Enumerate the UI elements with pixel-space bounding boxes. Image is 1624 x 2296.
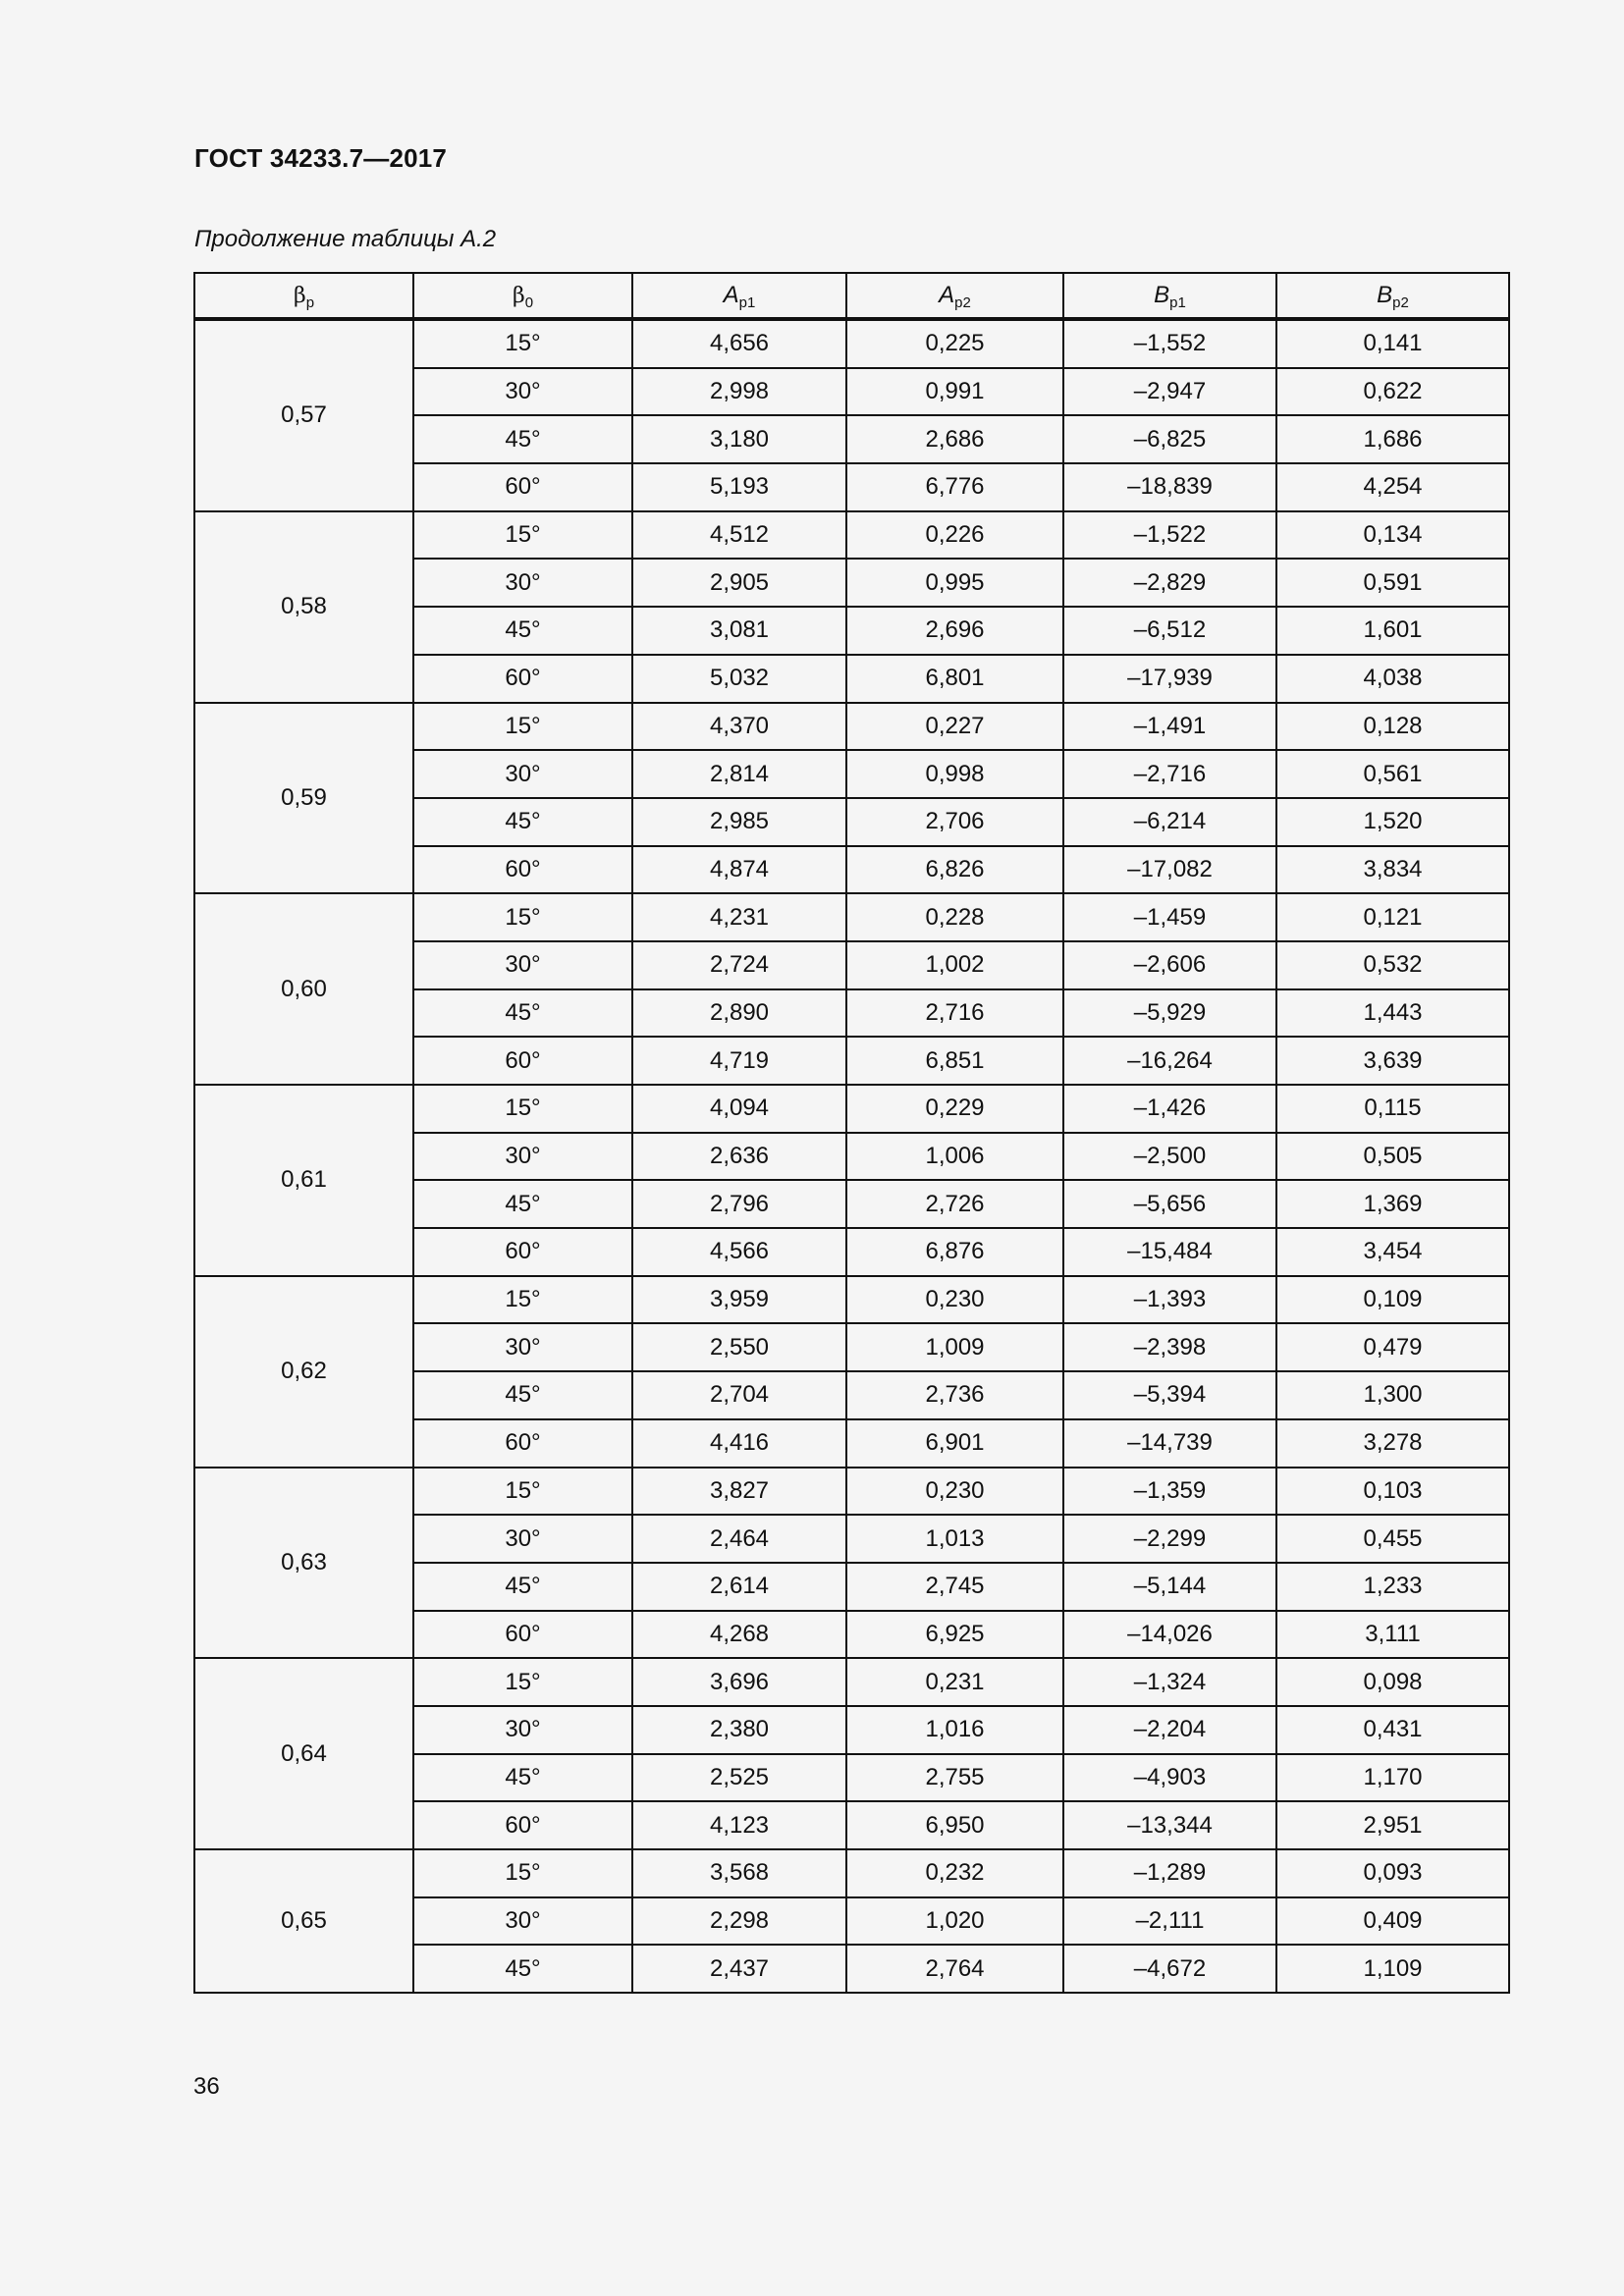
cell-bp2: 4,038 (1276, 655, 1509, 703)
table-row (194, 1849, 1509, 1897)
cell-ap2: 1,020 (846, 1897, 1063, 1946)
cell-ap2: 2,736 (846, 1371, 1063, 1419)
column-symbol: B (1154, 282, 1170, 308)
cell-ap1: 2,525 (632, 1754, 846, 1802)
cell-bp1: –2,606 (1063, 941, 1276, 989)
cell-ap2: 1,002 (846, 941, 1063, 989)
cell-b0: 15° (413, 511, 632, 560)
cell-b0: 45° (413, 1180, 632, 1228)
column-header-beta-0 (413, 273, 632, 319)
cell-ap2: 0,229 (846, 1085, 1063, 1133)
cell-bp1: –4,672 (1063, 1945, 1276, 1993)
cell-b0: 60° (413, 655, 632, 703)
column-symbol: B (1377, 282, 1393, 308)
cell-bp2: 1,170 (1276, 1754, 1509, 1802)
cell-ap2: 0,991 (846, 368, 1063, 416)
cell-b0: 60° (413, 1228, 632, 1276)
cell-bp1: –14,026 (1063, 1611, 1276, 1659)
cell-ap1: 4,874 (632, 846, 846, 894)
cell-bp1: –16,264 (1063, 1037, 1276, 1085)
cell-bp2: 0,409 (1276, 1897, 1509, 1946)
cell-bp2: 2,951 (1276, 1801, 1509, 1849)
table-row (194, 1085, 1509, 1133)
cell-ap2: 2,764 (846, 1945, 1063, 1993)
beta-p-group-cell: 0,64 (194, 1658, 413, 1849)
cell-b0: 45° (413, 1754, 632, 1802)
cell-bp1: –1,289 (1063, 1849, 1276, 1897)
cell-bp1: –2,204 (1063, 1706, 1276, 1754)
cell-bp2: 1,520 (1276, 798, 1509, 846)
cell-b0: 60° (413, 1419, 632, 1468)
beta-p-group-cell: 0,57 (194, 319, 413, 511)
cell-bp1: –14,739 (1063, 1419, 1276, 1468)
cell-bp2: 1,109 (1276, 1945, 1509, 1993)
cell-b0: 45° (413, 1371, 632, 1419)
beta-p-group-cell: 0,63 (194, 1468, 413, 1659)
column-header-b-p1 (1063, 273, 1276, 319)
cell-bp2: 0,622 (1276, 368, 1509, 416)
cell-b0: 30° (413, 559, 632, 607)
beta-p-group-cell: 0,61 (194, 1085, 413, 1276)
cell-bp1: –5,656 (1063, 1180, 1276, 1228)
cell-bp2: 1,233 (1276, 1563, 1509, 1611)
cell-bp1: –6,214 (1063, 798, 1276, 846)
cell-bp1: –2,500 (1063, 1133, 1276, 1181)
cell-ap1: 3,081 (632, 607, 846, 655)
cell-ap1: 2,814 (632, 750, 846, 798)
cell-b0: 30° (413, 1706, 632, 1754)
column-header-b-p2 (1276, 273, 1509, 319)
cell-ap1: 2,550 (632, 1323, 846, 1371)
cell-bp1: –18,839 (1063, 463, 1276, 511)
cell-ap2: 6,801 (846, 655, 1063, 703)
cell-b0: 45° (413, 1945, 632, 1993)
cell-bp1: –1,426 (1063, 1085, 1276, 1133)
column-subscript: p1 (1169, 294, 1186, 311)
cell-bp2: 0,121 (1276, 893, 1509, 941)
cell-ap1: 4,268 (632, 1611, 846, 1659)
cell-bp1: –2,829 (1063, 559, 1276, 607)
cell-bp2: 0,505 (1276, 1133, 1509, 1181)
cell-b0: 15° (413, 893, 632, 941)
cell-ap1: 2,464 (632, 1515, 846, 1563)
cell-ap1: 2,998 (632, 368, 846, 416)
cell-ap1: 2,380 (632, 1706, 846, 1754)
cell-b0: 60° (413, 846, 632, 894)
cell-b0: 45° (413, 989, 632, 1038)
column-symbol: A (939, 282, 955, 308)
cell-ap1: 2,724 (632, 941, 846, 989)
cell-bp1: –1,522 (1063, 511, 1276, 560)
cell-ap1: 2,796 (632, 1180, 846, 1228)
cell-bp2: 3,111 (1276, 1611, 1509, 1659)
column-subscript: p2 (1392, 294, 1409, 311)
cell-b0: 30° (413, 368, 632, 416)
column-subscript: p1 (738, 294, 756, 311)
cell-bp1: –6,512 (1063, 607, 1276, 655)
cell-bp2: 1,300 (1276, 1371, 1509, 1419)
cell-bp2: 4,254 (1276, 463, 1509, 511)
cell-ap2: 2,686 (846, 415, 1063, 463)
cell-bp1: –1,491 (1063, 703, 1276, 751)
column-header-a-p2 (846, 273, 1063, 319)
cell-b0: 30° (413, 1897, 632, 1946)
cell-ap2: 0,230 (846, 1276, 1063, 1324)
cell-bp1: –2,398 (1063, 1323, 1276, 1371)
cell-bp2: 0,093 (1276, 1849, 1509, 1897)
cell-bp1: –1,552 (1063, 319, 1276, 368)
cell-bp1: –17,082 (1063, 846, 1276, 894)
cell-bp2: 0,109 (1276, 1276, 1509, 1324)
cell-ap1: 4,416 (632, 1419, 846, 1468)
cell-bp1: –2,716 (1063, 750, 1276, 798)
cell-bp2: 0,561 (1276, 750, 1509, 798)
cell-bp1: –5,144 (1063, 1563, 1276, 1611)
cell-ap2: 0,227 (846, 703, 1063, 751)
cell-ap2: 6,901 (846, 1419, 1063, 1468)
cell-bp2: 0,128 (1276, 703, 1509, 751)
cell-bp1: –2,947 (1063, 368, 1276, 416)
cell-bp1: –2,299 (1063, 1515, 1276, 1563)
cell-ap1: 4,231 (632, 893, 846, 941)
cell-bp1: –1,324 (1063, 1658, 1276, 1706)
cell-bp1: –13,344 (1063, 1801, 1276, 1849)
table-row (194, 1658, 1509, 1706)
cell-ap2: 0,225 (846, 319, 1063, 368)
cell-b0: 15° (413, 1468, 632, 1516)
cell-b0: 45° (413, 1563, 632, 1611)
beta-p-group-cell: 0,65 (194, 1849, 413, 1993)
cell-b0: 45° (413, 607, 632, 655)
cell-bp2: 1,369 (1276, 1180, 1509, 1228)
column-symbol: β (512, 284, 525, 308)
table-body (194, 319, 1509, 1993)
cell-ap2: 6,925 (846, 1611, 1063, 1659)
cell-ap1: 4,094 (632, 1085, 846, 1133)
cell-b0: 60° (413, 1037, 632, 1085)
cell-ap2: 6,826 (846, 846, 1063, 894)
cell-bp2: 3,278 (1276, 1419, 1509, 1468)
cell-ap2: 2,726 (846, 1180, 1063, 1228)
cell-bp1: –4,903 (1063, 1754, 1276, 1802)
coefficients-table (193, 272, 1510, 1994)
beta-p-group-cell: 0,62 (194, 1276, 413, 1468)
cell-bp2: 1,686 (1276, 415, 1509, 463)
cell-ap1: 4,566 (632, 1228, 846, 1276)
cell-ap1: 3,827 (632, 1468, 846, 1516)
cell-bp2: 0,115 (1276, 1085, 1509, 1133)
cell-bp2: 3,454 (1276, 1228, 1509, 1276)
cell-ap2: 2,706 (846, 798, 1063, 846)
cell-ap1: 4,656 (632, 319, 846, 368)
cell-bp2: 0,431 (1276, 1706, 1509, 1754)
cell-ap1: 2,298 (632, 1897, 846, 1946)
cell-ap1: 4,123 (632, 1801, 846, 1849)
cell-bp1: –2,111 (1063, 1897, 1276, 1946)
cell-ap2: 6,851 (846, 1037, 1063, 1085)
table-row (194, 319, 1509, 368)
cell-b0: 30° (413, 1133, 632, 1181)
cell-b0: 15° (413, 1658, 632, 1706)
cell-bp1: –17,939 (1063, 655, 1276, 703)
cell-ap2: 2,755 (846, 1754, 1063, 1802)
cell-ap1: 2,614 (632, 1563, 846, 1611)
cell-ap1: 3,180 (632, 415, 846, 463)
document-id: ГОСТ 34233.7—2017 (194, 143, 448, 173)
cell-b0: 45° (413, 415, 632, 463)
cell-b0: 15° (413, 703, 632, 751)
cell-bp2: 0,455 (1276, 1515, 1509, 1563)
page-number: 36 (193, 2073, 220, 2100)
cell-ap2: 6,876 (846, 1228, 1063, 1276)
cell-b0: 30° (413, 941, 632, 989)
cell-ap2: 0,232 (846, 1849, 1063, 1897)
cell-ap2: 2,716 (846, 989, 1063, 1038)
cell-ap1: 2,437 (632, 1945, 846, 1993)
column-subscript: p2 (954, 294, 971, 311)
cell-ap1: 3,696 (632, 1658, 846, 1706)
cell-b0: 15° (413, 1276, 632, 1324)
column-header-a-p1 (632, 273, 846, 319)
cell-b0: 45° (413, 798, 632, 846)
cell-bp2: 0,103 (1276, 1468, 1509, 1516)
cell-b0: 60° (413, 463, 632, 511)
cell-bp1: –1,359 (1063, 1468, 1276, 1516)
table-caption: Продолжение таблицы А.2 (194, 226, 497, 252)
cell-ap2: 2,745 (846, 1563, 1063, 1611)
cell-bp2: 0,134 (1276, 511, 1509, 560)
cell-bp2: 1,443 (1276, 989, 1509, 1038)
cell-bp2: 3,834 (1276, 846, 1509, 894)
table-row (194, 893, 1509, 941)
cell-ap1: 2,636 (632, 1133, 846, 1181)
column-symbol: A (723, 282, 739, 308)
cell-ap1: 3,568 (632, 1849, 846, 1897)
cell-bp2: 0,532 (1276, 941, 1509, 989)
cell-ap1: 4,719 (632, 1037, 846, 1085)
beta-p-group-cell: 0,58 (194, 511, 413, 703)
column-symbol: β (293, 284, 306, 308)
cell-ap2: 0,230 (846, 1468, 1063, 1516)
cell-ap2: 0,231 (846, 1658, 1063, 1706)
cell-bp2: 0,098 (1276, 1658, 1509, 1706)
cell-ap2: 6,950 (846, 1801, 1063, 1849)
cell-bp1: –5,394 (1063, 1371, 1276, 1419)
cell-b0: 30° (413, 1323, 632, 1371)
cell-ap1: 4,512 (632, 511, 846, 560)
cell-ap2: 6,776 (846, 463, 1063, 511)
cell-ap2: 1,006 (846, 1133, 1063, 1181)
cell-ap1: 2,905 (632, 559, 846, 607)
cell-bp1: –1,393 (1063, 1276, 1276, 1324)
cell-bp1: –6,825 (1063, 415, 1276, 463)
cell-bp2: 3,639 (1276, 1037, 1509, 1085)
cell-ap2: 0,228 (846, 893, 1063, 941)
cell-bp1: –1,459 (1063, 893, 1276, 941)
cell-ap1: 2,890 (632, 989, 846, 1038)
cell-b0: 15° (413, 1085, 632, 1133)
cell-bp2: 0,141 (1276, 319, 1509, 368)
cell-ap2: 0,226 (846, 511, 1063, 560)
cell-b0: 60° (413, 1611, 632, 1659)
cell-bp2: 0,479 (1276, 1323, 1509, 1371)
cell-ap2: 2,696 (846, 607, 1063, 655)
column-subscript: p (305, 294, 315, 311)
table-row (194, 703, 1509, 751)
cell-b0: 60° (413, 1801, 632, 1849)
cell-b0: 30° (413, 750, 632, 798)
column-subscript: 0 (524, 294, 534, 311)
cell-bp2: 0,591 (1276, 559, 1509, 607)
table-row (194, 1468, 1509, 1516)
cell-ap1: 5,032 (632, 655, 846, 703)
cell-b0: 30° (413, 1515, 632, 1563)
table-row (194, 1276, 1509, 1324)
cell-b0: 15° (413, 1849, 632, 1897)
cell-ap1: 2,704 (632, 1371, 846, 1419)
cell-ap2: 1,009 (846, 1323, 1063, 1371)
cell-b0: 15° (413, 319, 632, 368)
cell-bp1: –15,484 (1063, 1228, 1276, 1276)
cell-ap1: 3,959 (632, 1276, 846, 1324)
cell-ap2: 0,995 (846, 559, 1063, 607)
cell-bp2: 1,601 (1276, 607, 1509, 655)
cell-ap1: 5,193 (632, 463, 846, 511)
beta-p-group-cell: 0,60 (194, 893, 413, 1085)
cell-bp1: –5,929 (1063, 989, 1276, 1038)
beta-p-group-cell: 0,59 (194, 703, 413, 894)
column-header-beta-p (194, 273, 413, 319)
table-row (194, 511, 1509, 560)
cell-ap2: 1,016 (846, 1706, 1063, 1754)
cell-ap2: 0,998 (846, 750, 1063, 798)
cell-ap1: 4,370 (632, 703, 846, 751)
cell-ap1: 2,985 (632, 798, 846, 846)
table-header-row (194, 273, 1509, 319)
cell-ap2: 1,013 (846, 1515, 1063, 1563)
